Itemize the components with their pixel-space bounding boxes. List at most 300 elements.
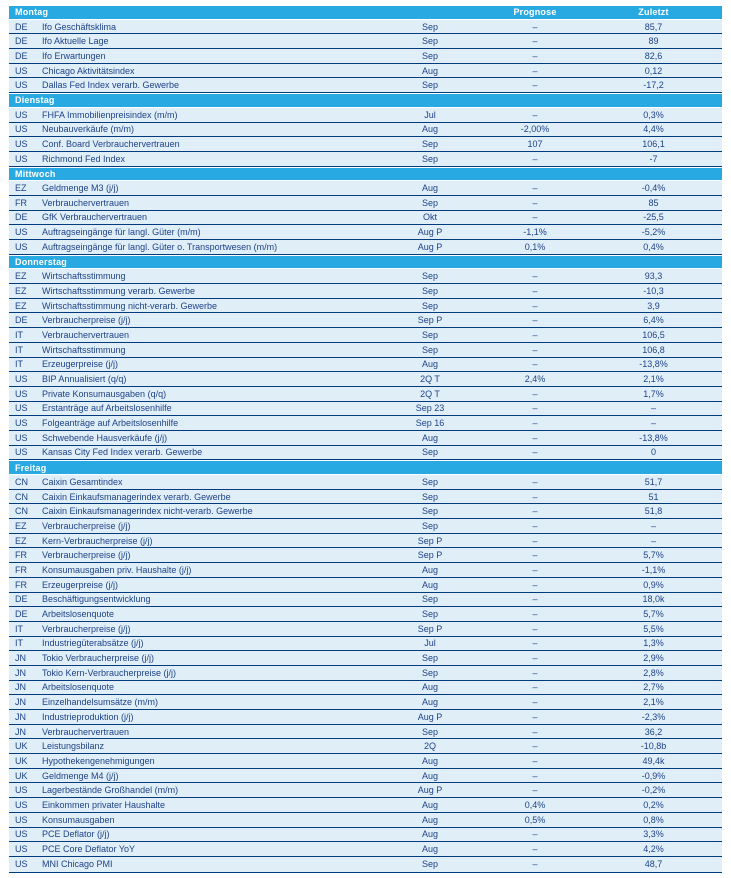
country-code: DE	[15, 212, 28, 223]
country-code: CN	[15, 491, 28, 502]
period: Sep P	[417, 550, 443, 561]
indicator-name: Leistungsbilanz	[42, 741, 105, 752]
prognose-value: –	[532, 315, 538, 326]
indicator-name: Arbeitslosenquote	[42, 609, 115, 620]
table-row	[9, 123, 722, 138]
country-code: IT	[15, 623, 23, 634]
zuletzt-value: 106,1	[642, 139, 665, 150]
table-row	[9, 416, 722, 431]
prognose-value: –	[532, 594, 538, 605]
zuletzt-value: –	[650, 403, 656, 414]
zuletzt-value: -0,9%	[641, 770, 666, 781]
table-row	[9, 211, 722, 226]
indicator-name: PCE Core Deflator YoY	[42, 844, 136, 855]
zuletzt-value: 106,8	[642, 344, 665, 355]
table-row	[9, 651, 722, 666]
period: Sep P	[417, 535, 443, 546]
zuletzt-value: 2,1%	[643, 697, 664, 708]
indicator-name: Ifo Erwartungen	[42, 50, 106, 61]
prognose-value: –	[532, 609, 538, 620]
zuletzt-value: -7	[649, 153, 658, 164]
country-code: US	[15, 829, 28, 840]
zuletzt-value: –	[650, 520, 656, 531]
indicator-name: MNI Chicago PMI	[42, 859, 113, 870]
zuletzt-value: 85,7	[644, 21, 663, 32]
indicator-name: Verbraucherpreise (j/j)	[42, 550, 131, 561]
zuletzt-value: 106,5	[642, 329, 665, 340]
period: Aug	[421, 755, 438, 766]
table-row	[9, 739, 722, 754]
prognose-value: –	[532, 755, 538, 766]
country-code: IT	[15, 329, 23, 340]
calendar-table	[9, 5, 722, 873]
zuletzt-value: 6,4%	[643, 315, 664, 326]
prognose-value: –	[532, 491, 538, 502]
country-code: FR	[15, 564, 27, 575]
country-code: DE	[15, 315, 28, 326]
prognose-value: –	[532, 550, 538, 561]
period: Sep	[421, 197, 438, 208]
day-header-donnerstag	[9, 255, 722, 270]
indicator-name: Verbrauchervertrauen	[42, 329, 130, 340]
period: Aug P	[417, 241, 443, 252]
prognose-value: 2,4%	[524, 374, 546, 385]
period: Sep	[421, 506, 438, 517]
prognose-value: –	[532, 829, 538, 840]
table-row	[9, 387, 722, 402]
day-label: Donnerstag	[15, 257, 68, 268]
zuletzt-value: 0,12	[644, 65, 663, 76]
period: Aug	[421, 124, 438, 135]
prognose-value: –	[532, 653, 538, 664]
indicator-name: Geldmenge M3 (j/j)	[42, 183, 119, 194]
indicator-name: PCE Deflator (j/j)	[42, 829, 110, 840]
day-label: Dienstag	[15, 95, 55, 106]
period: Sep	[421, 36, 438, 47]
country-code: FR	[15, 579, 27, 590]
prognose-value: 0,5%	[524, 814, 546, 825]
table-row	[9, 519, 722, 534]
table-row	[9, 328, 722, 343]
prognose-value: –	[532, 285, 538, 296]
country-code: IT	[15, 344, 23, 355]
country-code: US	[15, 447, 28, 458]
indicator-name: Schwebende Hausverkäufe (j/j)	[42, 432, 168, 443]
period: Sep	[421, 153, 438, 164]
table-row	[9, 534, 722, 549]
table-row	[9, 299, 722, 314]
prognose-value: –	[532, 197, 538, 208]
zuletzt-value: -5,2%	[641, 227, 666, 238]
zuletzt-value: 48,7	[644, 859, 663, 870]
prognose-value: –	[532, 80, 538, 91]
indicator-name: Dallas Fed Index verarb. Gewerbe	[42, 80, 180, 91]
table-row	[9, 813, 722, 828]
country-code: JN	[15, 653, 26, 664]
period: Aug P	[417, 227, 443, 238]
prognose-value: –	[532, 300, 538, 311]
table-row	[9, 681, 722, 696]
country-code: US	[15, 418, 28, 429]
table-row	[9, 563, 722, 578]
table-row	[9, 798, 722, 813]
country-code: EZ	[15, 520, 27, 531]
zuletzt-value: 85	[648, 197, 659, 208]
indicator-name: Erzeugerpreise (j/j)	[42, 359, 119, 370]
country-code: JN	[15, 711, 26, 722]
zuletzt-value: 3,9	[647, 300, 660, 311]
prognose-value: –	[532, 520, 538, 531]
table-row	[9, 490, 722, 505]
zuletzt-value: -25,5	[643, 212, 664, 223]
period: Aug	[421, 844, 438, 855]
zuletzt-value: 18,0k	[642, 594, 665, 605]
prognose-value: –	[532, 785, 538, 796]
table-row	[9, 20, 722, 35]
country-code: DE	[15, 594, 28, 605]
zuletzt-value: 51	[648, 491, 659, 502]
period: Sep	[421, 667, 438, 678]
country-code: US	[15, 403, 28, 414]
country-code: DE	[15, 609, 28, 620]
prognose-value: –	[532, 418, 538, 429]
table-row	[9, 769, 722, 784]
prognose-value: –	[532, 564, 538, 575]
table-row	[9, 49, 722, 64]
zuletzt-value: 5,7%	[643, 609, 664, 620]
prognose-value: –	[532, 271, 538, 282]
indicator-name: Verbraucherpreise (j/j)	[42, 520, 131, 531]
zuletzt-value: 0	[650, 447, 656, 458]
indicator-name: Verbraucherpreise (j/j)	[42, 315, 131, 326]
indicator-name: Tokio Kern-Verbraucherpreise (j/j)	[42, 667, 177, 678]
period: Aug P	[417, 785, 443, 796]
table-row	[9, 225, 722, 240]
zuletzt-value: 51,8	[644, 506, 663, 517]
indicator-name: Auftragseingänge für langl. Güter o. Transportwesen (m/m)	[42, 241, 278, 252]
period: Aug	[421, 697, 438, 708]
table-row	[9, 842, 722, 857]
table-row	[9, 137, 722, 152]
country-code: EZ	[15, 271, 27, 282]
indicator-name: Wirtschaftsstimmung verarb. Gewerbe	[42, 285, 196, 296]
period: Jul	[424, 638, 436, 649]
country-code: US	[15, 859, 28, 870]
country-code: CN	[15, 476, 28, 487]
prognose-value: –	[532, 770, 538, 781]
indicator-name: Beschäftigungsentwicklung	[42, 594, 151, 605]
prognose-value: –	[532, 50, 538, 61]
indicator-name: Caixin Gesamtindex	[42, 476, 123, 487]
zuletzt-value: -10,8b	[640, 741, 667, 752]
indicator-name: Wirtschaftsstimmung	[42, 271, 126, 282]
period: Jul	[424, 109, 436, 120]
country-code: JN	[15, 726, 26, 737]
zuletzt-value: 1,7%	[643, 388, 664, 399]
period: Aug	[421, 829, 438, 840]
prognose-value: –	[532, 403, 538, 414]
indicator-name: Arbeitslosenquote	[42, 682, 115, 693]
prognose-value: -1,1%	[523, 227, 547, 238]
indicator-name: GfK Verbrauchervertrauen	[42, 212, 148, 223]
zuletzt-value: 2,7%	[643, 682, 664, 693]
day-label: Freitag	[15, 462, 47, 473]
prognose-value: –	[532, 844, 538, 855]
zuletzt-value: –	[650, 535, 656, 546]
indicator-name: Ifo Aktuelle Lage	[42, 36, 109, 47]
country-code: US	[15, 844, 28, 855]
country-code: FR	[15, 550, 27, 561]
table-row	[9, 504, 722, 519]
country-code: JN	[15, 697, 26, 708]
day-label: Montag	[15, 7, 49, 18]
country-code: CN	[15, 506, 28, 517]
table-row	[9, 593, 722, 608]
country-code: JN	[15, 667, 26, 678]
zuletzt-value: 2,1%	[643, 374, 664, 385]
zuletzt-value: 0,8%	[643, 814, 664, 825]
prognose-value: –	[532, 36, 538, 47]
table-row	[9, 548, 722, 563]
prognose-value: –	[532, 476, 538, 487]
indicator-name: Tokio Verbraucherpreise (j/j)	[42, 653, 155, 664]
indicator-name: Einzelhandelsumsätze (m/m)	[42, 697, 159, 708]
indicator-name: Konsumausgaben priv. Haushalte (j/j)	[42, 564, 192, 575]
table-row	[9, 475, 722, 490]
country-code: US	[15, 785, 28, 796]
table-row	[9, 725, 722, 740]
prognose-value: –	[532, 212, 538, 223]
period: Sep	[421, 271, 438, 282]
period: Sep	[421, 80, 438, 91]
day-label: Mittwoch	[15, 168, 56, 179]
indicator-name: Hypothekengenehmigungen	[42, 755, 155, 766]
zuletzt-value: -10,3	[643, 285, 664, 296]
country-code: UK	[15, 741, 28, 752]
indicator-name: Richmond Fed Index	[42, 153, 126, 164]
zuletzt-value: 49,4k	[642, 755, 665, 766]
period: Sep	[421, 329, 438, 340]
indicator-name: Industriegüterabsätze (j/j)	[42, 638, 144, 649]
period: Sep	[421, 491, 438, 502]
table-row	[9, 372, 722, 387]
country-code: US	[15, 799, 28, 810]
indicator-name: Konsumausgaben	[42, 814, 115, 825]
prognose-value: –	[532, 741, 538, 752]
period: Sep 16	[415, 418, 445, 429]
period: Sep	[421, 300, 438, 311]
country-code: IT	[15, 359, 23, 370]
zuletzt-value: -2,3%	[641, 711, 666, 722]
table-row	[9, 34, 722, 49]
indicator-name: Conf. Board Verbrauchervertrauen	[42, 139, 180, 150]
period: Sep P	[417, 315, 443, 326]
table-row	[9, 828, 722, 843]
indicator-name: Wirtschaftsstimmung nicht-verarb. Gewerbe	[42, 300, 218, 311]
prognose-value: –	[532, 447, 538, 458]
zuletzt-value: 51,7	[644, 476, 663, 487]
prognose-value: –	[532, 344, 538, 355]
zuletzt-value: -1,1%	[641, 564, 666, 575]
prognose-value: –	[532, 697, 538, 708]
zuletzt-value: -13,8%	[639, 359, 668, 370]
zuletzt-value: 82,6	[644, 50, 663, 61]
table-row	[9, 578, 722, 593]
prognose-value: 0,4%	[524, 799, 546, 810]
table-row	[9, 358, 722, 373]
prognose-value: –	[532, 623, 538, 634]
period: Sep P	[417, 623, 443, 634]
prognose-value: –	[532, 667, 538, 678]
period: Sep	[421, 447, 438, 458]
indicator-name: Auftragseingänge für langl. Güter (m/m)	[42, 227, 201, 238]
period: Sep	[421, 520, 438, 531]
indicator-name: Chicago Aktivitätsindex	[42, 65, 135, 76]
indicator-name: Verbrauchervertrauen	[42, 197, 130, 208]
period: Aug	[421, 564, 438, 575]
table-row	[9, 431, 722, 446]
period: Sep	[421, 726, 438, 737]
country-code: EZ	[15, 535, 27, 546]
zuletzt-value: -0,4%	[641, 183, 666, 194]
period: 2Q T	[420, 388, 440, 399]
indicator-name: Erstanträge auf Arbeitslosenhilfe	[42, 403, 172, 414]
country-code: US	[15, 432, 28, 443]
day-header-dienstag	[9, 93, 722, 108]
prognose-value: –	[532, 859, 538, 870]
country-code: UK	[15, 770, 28, 781]
period: Sep	[421, 594, 438, 605]
period: Sep	[421, 609, 438, 620]
prognose-value: –	[532, 109, 538, 120]
country-code: DE	[15, 21, 28, 32]
zuletzt-value: 93,3	[644, 271, 663, 282]
table-row	[9, 343, 722, 358]
indicator-name: Folgeanträge auf Arbeitslosenhilfe	[42, 418, 179, 429]
country-code: US	[15, 153, 28, 164]
period: Aug	[421, 65, 438, 76]
indicator-name: Geldmenge M4 (j/j)	[42, 770, 119, 781]
country-code: US	[15, 374, 28, 385]
prognose-value: –	[532, 183, 538, 194]
indicator-name: Wirtschaftsstimmung	[42, 344, 126, 355]
indicator-name: Private Konsumausgaben (q/q)	[42, 388, 167, 399]
country-code: US	[15, 241, 28, 252]
country-code: EZ	[15, 300, 27, 311]
country-code: US	[15, 227, 28, 238]
country-code: US	[15, 80, 28, 91]
prognose-value: 107	[527, 139, 543, 150]
prognose-value: –	[532, 359, 538, 370]
indicator-name: Industrieproduktion (j/j)	[42, 711, 134, 722]
table-row	[9, 710, 722, 725]
period: Aug	[421, 799, 438, 810]
zuletzt-value: 5,5%	[643, 623, 664, 634]
period: Sep	[421, 139, 438, 150]
column-header-prognose: Prognose	[513, 7, 557, 18]
table-row	[9, 695, 722, 710]
country-code: US	[15, 124, 28, 135]
zuletzt-value: –	[650, 418, 656, 429]
period: Sep	[421, 344, 438, 355]
period: Sep	[421, 653, 438, 664]
country-code: IT	[15, 638, 23, 649]
indicator-name: Einkommen privater Haushalte	[42, 799, 166, 810]
zuletzt-value: -0,2%	[641, 785, 666, 796]
table-row	[9, 857, 722, 872]
prognose-value: -2,00%	[520, 124, 550, 135]
zuletzt-value: 89	[648, 36, 659, 47]
period: 2Q T	[420, 374, 440, 385]
indicator-name: Neubauverkäufe (m/m)	[42, 124, 135, 135]
table-row	[9, 64, 722, 79]
table-row	[9, 783, 722, 798]
day-header-montag	[9, 5, 722, 20]
zuletzt-value: 2,9%	[643, 653, 664, 664]
zuletzt-value: 4,4%	[643, 124, 664, 135]
prognose-value: –	[532, 432, 538, 443]
table-row	[9, 108, 722, 123]
indicator-name: Verbraucherpreise (j/j)	[42, 623, 131, 634]
prognose-value: –	[532, 21, 538, 32]
zuletzt-value: -17,2	[643, 80, 664, 91]
country-code: EZ	[15, 183, 27, 194]
indicator-name: Ifo Geschäftsklima	[42, 21, 117, 32]
period: Sep	[421, 859, 438, 870]
table-row	[9, 196, 722, 211]
country-code: US	[15, 65, 28, 76]
table-row	[9, 622, 722, 637]
period: Sep	[421, 476, 438, 487]
indicator-name: Kansas City Fed Index verarb. Gewerbe	[42, 447, 203, 458]
prognose-value: –	[532, 506, 538, 517]
table-row	[9, 152, 722, 167]
period: Sep	[421, 21, 438, 32]
indicator-name: Lagerbestände Großhandel (m/m)	[42, 785, 179, 796]
prognose-value: 0,1%	[524, 241, 546, 252]
indicator-name: Verbrauchervertrauen	[42, 726, 130, 737]
table-row	[9, 754, 722, 769]
period: Aug	[421, 183, 438, 194]
table-row	[9, 284, 722, 299]
period: 2Q	[423, 741, 436, 752]
zuletzt-value: 36,2	[644, 726, 663, 737]
day-header-freitag	[9, 460, 722, 475]
country-code: EZ	[15, 285, 27, 296]
table-row	[9, 240, 722, 255]
zuletzt-value: -13,8%	[639, 432, 668, 443]
prognose-value: –	[532, 726, 538, 737]
country-code: DE	[15, 36, 28, 47]
day-header-mittwoch	[9, 167, 722, 182]
table-row	[9, 666, 722, 681]
indicator-name: Caixin Einkaufsmanagerindex nicht-verarb. Gewerbe	[42, 506, 253, 517]
prognose-value: –	[532, 153, 538, 164]
zuletzt-value: 5,7%	[643, 550, 664, 561]
zuletzt-value: 0,9%	[643, 579, 664, 590]
table-row	[9, 637, 722, 652]
zuletzt-value: 2,8%	[643, 667, 664, 678]
indicator-name: BIP Annualisiert (q/q)	[42, 374, 127, 385]
country-code: JN	[15, 682, 26, 693]
indicator-name: Kern-Verbraucherpreise (j/j)	[42, 535, 153, 546]
prognose-value: –	[532, 711, 538, 722]
country-code: US	[15, 388, 28, 399]
prognose-value: –	[532, 579, 538, 590]
period: Sep	[421, 285, 438, 296]
zuletzt-value: 0,4%	[643, 241, 664, 252]
country-code: FR	[15, 197, 27, 208]
